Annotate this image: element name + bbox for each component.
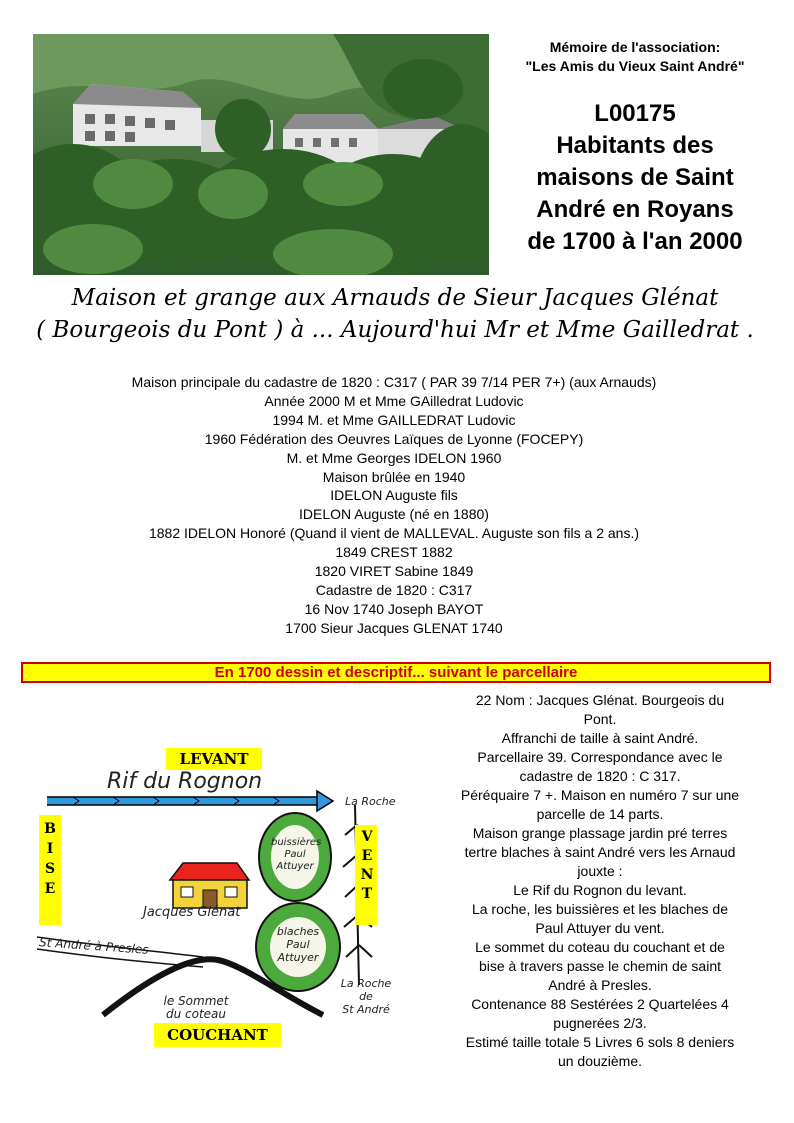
- buissieres-owner-name: Attuyer: [276, 861, 314, 872]
- history-line: IDELON Auguste fils: [330, 487, 458, 504]
- bise-label: [39, 815, 61, 925]
- description-line: parcelle de 14 parts.: [536, 806, 664, 822]
- history-line: 16 Nov 1740 Joseph BAYOT: [304, 600, 484, 617]
- history-line: 1882 IDELON Honoré (Quand il vient de MALLEVAL. Auguste son fils a 2 ans.): [148, 525, 639, 542]
- description-line: bise à travers passe le chemin de saint: [478, 958, 721, 974]
- history-line: IDELON Auguste (né en 1880): [299, 506, 489, 523]
- description-line: Paul Attuyer du vent.: [535, 920, 665, 936]
- sommet-label: [151, 995, 241, 1021]
- description-line: Parcellaire 39. Correspondance avec le: [477, 749, 723, 765]
- description-line: Maison grange plassage jardin pré terres: [472, 825, 728, 841]
- reference-code: L00175: [594, 100, 676, 127]
- title-line: de 1700 à l'an 2000: [527, 228, 743, 255]
- blaches-owner-name: Attuyer: [277, 951, 319, 964]
- blaches-label: [271, 925, 325, 964]
- de-text: de: [359, 990, 373, 1003]
- description-line: La roche, les buissières et les blaches de: [471, 901, 729, 917]
- description-line: Péréquaire 7 +. Maison en numéro 7 sur une: [460, 787, 740, 803]
- house-title: [20, 282, 770, 346]
- description-line: 22 Nom : Jacques Glénat. Bourgeois du: [475, 692, 725, 708]
- blaches-owner: Paul: [286, 938, 310, 951]
- chemin-label: St André à Presles: [38, 935, 149, 957]
- history-line: 1994 M. et Mme GAILLEDRAT Ludovic: [272, 411, 516, 428]
- owner-history: [40, 373, 748, 638]
- description-line: Contenance 88 Sestérées 2 Quartelées 4: [471, 996, 729, 1012]
- history-line: M. et Mme Georges IDELON 1960: [286, 449, 502, 466]
- description-line: pugnerées 2/3.: [553, 1015, 647, 1031]
- house-drawing: [170, 863, 249, 908]
- jacques-label: Jacques Glénat: [143, 905, 241, 920]
- vent-label: [355, 825, 377, 925]
- house-photo: [33, 34, 489, 275]
- buissieres-owner: Paul: [284, 849, 306, 860]
- history-line: Maison principale du cadastre de 1820 : C317 ( PAR 39 7/14 PER 7+) (aux Arnauds): [131, 374, 657, 390]
- buissieres-text: buissières: [271, 837, 322, 848]
- description-line: cadastre de 1820 : C 317.: [519, 768, 681, 784]
- history-line: Maison brûlée en 1940: [322, 468, 466, 485]
- house-title-line: ( Bourgeois du Pont ) à ... Aujourd'hui Mr et Mme Gailledrat .: [36, 317, 754, 343]
- parcel-sketch-map: [33, 745, 405, 1050]
- parcel-description: [430, 691, 770, 1071]
- title-line: maisons de Saint: [536, 164, 734, 191]
- page-title: [500, 98, 770, 258]
- history-line: Année 2000 M et Mme GAilledrat Ludovic: [264, 392, 524, 409]
- couchant-label: COUCHANT: [154, 1023, 281, 1047]
- description-line: tertre blaches à saint André vers les Arnaud: [464, 844, 736, 860]
- river-arrow: [47, 791, 333, 811]
- sommet-text: le Sommet: [163, 994, 229, 1008]
- description-line: Affranchi de taille à saint André.: [501, 730, 699, 746]
- title-line: André en Royans: [536, 196, 734, 223]
- blaches-text: blaches: [276, 925, 320, 938]
- buissieres-label: [271, 837, 322, 873]
- roche-text: La Roche: [340, 977, 392, 990]
- history-line: 1700 Sieur Jacques GLENAT 1740: [285, 619, 503, 636]
- st-andre-text: St André: [342, 1003, 390, 1016]
- description-line: André à Presles.: [548, 977, 652, 993]
- history-line: Cadastre de 1820 : C317: [315, 581, 473, 598]
- title-line: Habitants des: [556, 132, 714, 159]
- house-title-line: Maison et grange aux Arnauds de Sieur Jacques Glénat: [71, 285, 719, 311]
- association-heading: [500, 38, 770, 76]
- levant-label: LEVANT: [166, 748, 262, 770]
- association-name: "Les Amis du Vieux Saint André": [525, 58, 745, 74]
- vent-letters: VENT: [359, 829, 375, 905]
- description-line: un douzième.: [557, 1053, 643, 1069]
- roche-st-andre-label: [333, 977, 399, 1016]
- history-line: 1849 CREST 1882: [335, 544, 453, 561]
- description-line: Le sommet du coteau du couchant et de: [475, 939, 725, 955]
- association-line: Mémoire de l'association:: [549, 39, 721, 55]
- history-line: 1960 Fédération des Oeuvres Laïques de Lyonne (FOCEPY): [204, 430, 584, 447]
- description-line: jouxte :: [577, 863, 623, 879]
- description-line: Pont.: [583, 711, 617, 727]
- description-line: Estimé taille totale 5 Livres 6 sols 8 deniers: [465, 1034, 735, 1050]
- section-banner: En 1700 dessin et descriptif... suivant le parcellaire: [21, 662, 771, 683]
- bise-letters: BISE: [42, 821, 58, 901]
- la-roche-label: La Roche: [345, 795, 396, 808]
- description-line: Le Rif du Rognon du levant.: [513, 882, 687, 898]
- rif-label: Rif du Rognon: [107, 769, 263, 794]
- coteau-text: du coteau: [165, 1007, 227, 1021]
- history-line: 1820 VIRET Sabine 1849: [314, 563, 474, 580]
